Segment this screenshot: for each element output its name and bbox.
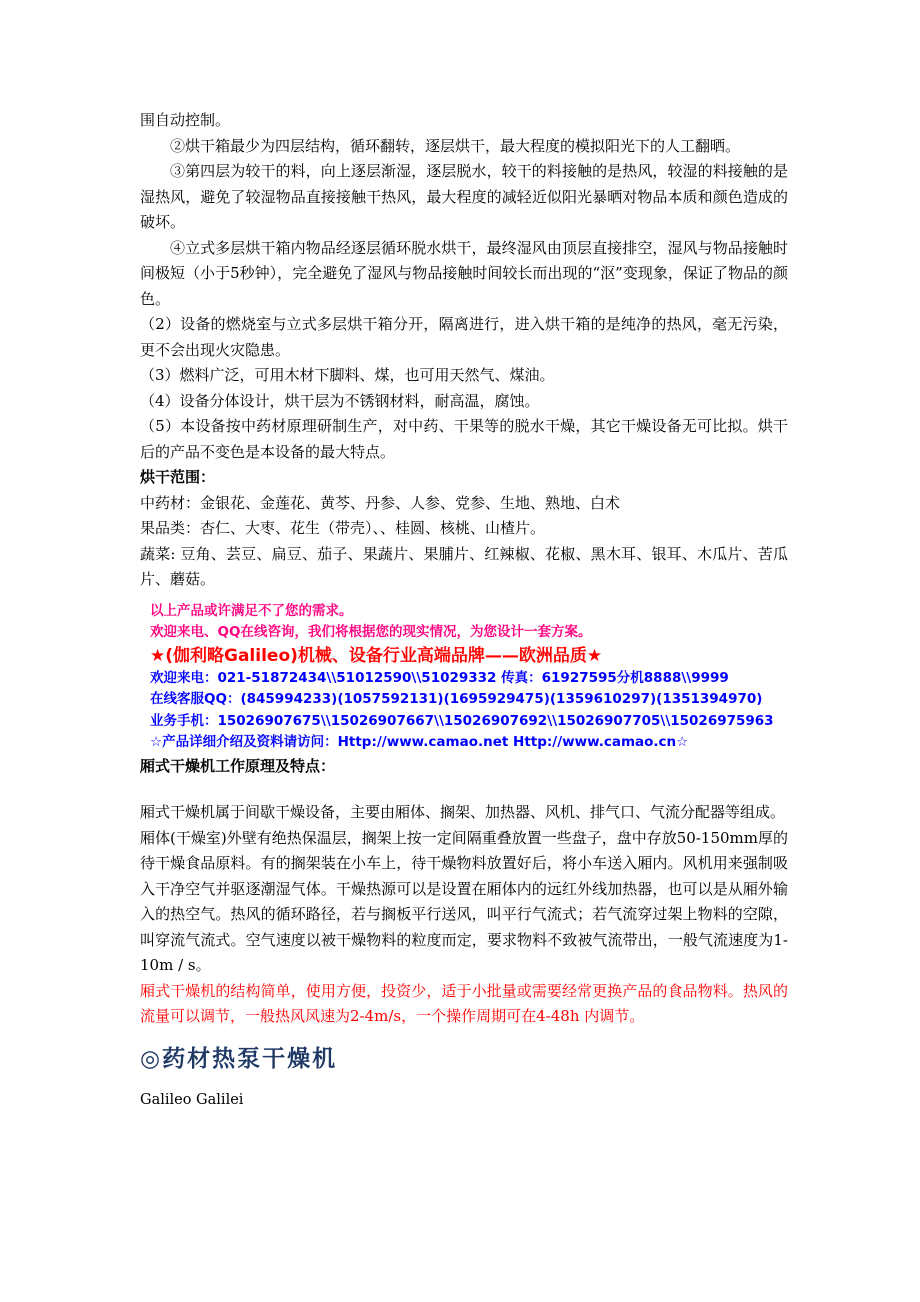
intro-line: 围自动控制。 [140,111,231,129]
promo-block [150,601,788,754]
document-page [140,108,788,1112]
section-heading [140,1042,788,1076]
principle-paragraph: 厢式干燥机属于间歇干燥设备，主要由厢体、搁架、加热器、风机、排气口、气流分配器等组成。 [140,803,786,821]
scope-line: 蔬菜: 豆角、芸豆、扁豆、茄子、果蔬片、果脯片、红辣椒、花椒、黑木耳、银耳、木瓜片、苦瓜片、蘑菇。 [140,544,788,588]
promo-mobile-line: 业务手机：15026907675\\15026907667\\15026907692\\15026907705\\15026975963 [150,712,774,729]
principle-highlight: 厢式干燥机的结构简单，使用方便，投资少，适于小批量或需要经常更换产品的食品物料。热风的流量可以调节，一般热风风速为2-4m/s，一个操作周期可在4-48h 内调节。 [140,981,788,1025]
numbered-item: ④立式多层烘干箱内物品经逐层循环脱水烘干，最终湿风由顶层直接排空，湿风与物品接触时间极短（小于5秒钟），完全避免了湿风与物品接触时间较长而出现的“沤”变现象，保证了物品的颜色。 [140,238,788,308]
principle-paragraph: 厢体(干燥室)外壁有绝热保温层，搁架上按一定间隔重叠放置一些盘子，盘中存放50-150mm厚的待干燥食品原料。有的搁架装在小车上，待干燥物料放置好后，将小车送入厢内。风机用来强制吸入干净空气并驱逐潮湿气体。干燥热源可以是设置在厢体内的远红外线加热器，也可以是从厢外输入的热空气。热风的循环路径，若与搁板平行送风，叫平行气流式；若气流穿过架上物料的空隙，叫穿流气流式。空气速度以被干燥物料的粒度而定，要求物料不致被气流带出，一般气流速度为1-10m / s。 [140,828,788,974]
numbered-item: ②烘干箱最少为四层结构，循环翻转，逐层烘干，最大程度的模拟阳光下的人工翻晒。 [170,136,741,155]
feature-item: （5）本设备按中药材原理研制生产，对中药、干果等的脱水干燥，其它干燥设备无可比拟。烘干后的产品不变色是本设备的最大特点。 [140,417,788,461]
promo-phone-line: 欢迎来电：021-51872434\\51012590\\51029332 传真：61927595分机8888\\9999 [150,669,729,686]
section-heading-text: 药材热泵干燥机 [162,1045,338,1072]
feature-item: （2）设备的燃烧室与立式多层烘干箱分开，隔离进行，进入烘干箱的是纯净的热风，毫无污染，更不会出现火灾隐患。 [140,315,788,359]
scope-line: 中药材：金银花、金莲花、黄芩、丹参、人参、党参、生地、熟地、白术 [140,493,621,512]
promo-brand-line: ★(伽利略Galileo)机械、设备行业高端品牌——欧洲品质★ [150,645,603,666]
promo-website-line[interactable]: ☆产品详细介绍及资料请访问：Http://www.camao.net Http://www.camao.cn☆ [150,734,689,750]
double-circle-icon: ◎ [140,1045,163,1072]
scope-title: 烘干范围： [140,468,216,486]
promo-line: 欢迎来电、QQ在线咨询，我们将根据您的现实情况，为您设计一套方案。 [150,624,592,640]
promo-qq-line: 在线客服QQ：(845994233)(1057592131)(1695929475)(1359610297)(1351394970) [150,691,763,707]
feature-item: （3）燃料广泛，可用木材下脚料、煤，也可用天然气、煤油。 [140,366,555,384]
promo-line: 以上产品或许满足不了您的需求。 [150,602,353,619]
footer-text: Galileo Galilei [140,1091,244,1108]
feature-item: （4）设备分体设计，烘干层为不锈钢材料，耐高温，腐蚀。 [140,391,540,410]
principle-title: 厢式干燥机工作原理及特点： [140,756,336,775]
scope-line: 果品类：杏仁、大枣、花生（带壳）、、桂圆、核桃、山楂片。 [140,519,546,537]
numbered-item: ③第四层为较干的料，向上逐层渐湿，逐层脱水，较干的料接触的是热风，较湿的料接触的是湿热风，避免了较湿物品直接接触干热风，最大程度的减轻近似阳光暴晒对物品本质和颜色造成的破坏。 [140,162,788,231]
